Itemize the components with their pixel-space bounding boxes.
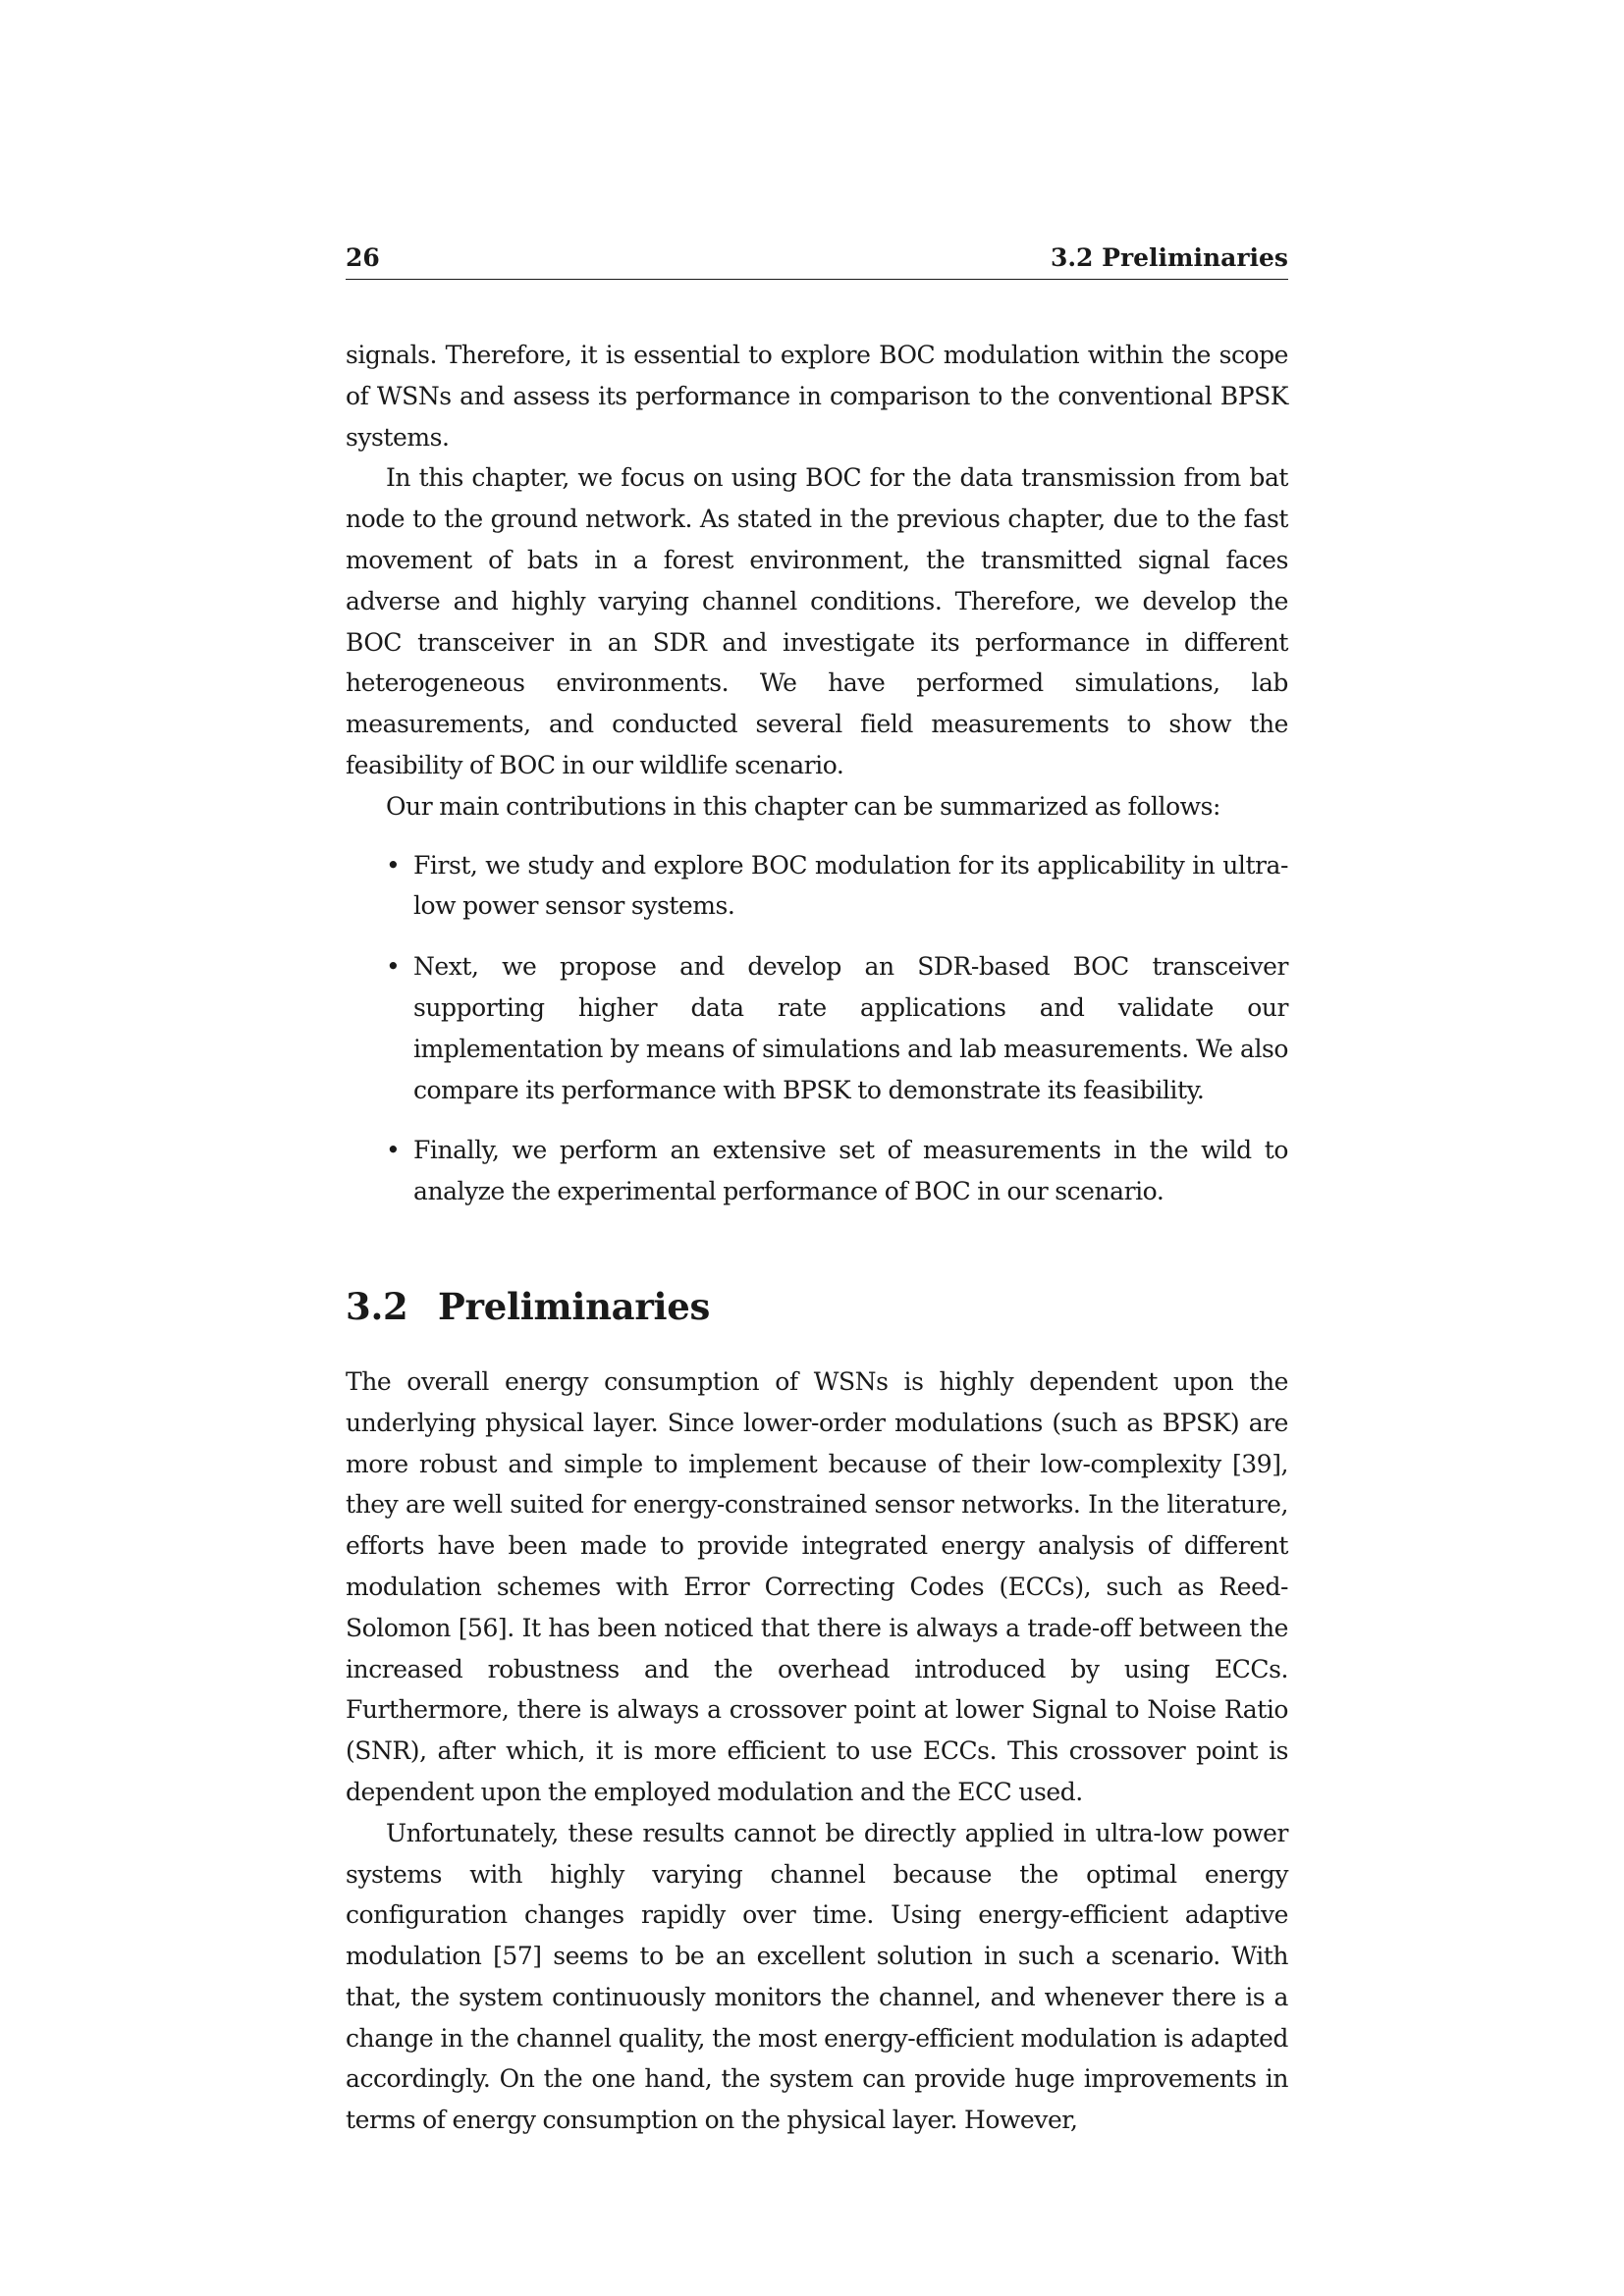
- bullet-icon: •: [386, 1136, 401, 1165]
- list-item: [386, 845, 1288, 928]
- page-number: 26: [346, 243, 380, 272]
- section-number: 3.2: [346, 1284, 408, 1328]
- list-item-text: First, we study and explore BOC modulation for its applicability in ultra-low power sensor systems.: [413, 850, 1288, 921]
- running-section-title: 3.2 Preliminaries: [1050, 243, 1288, 272]
- body-text: [346, 335, 1288, 2141]
- intro-paragraph-3: Our main contributions in this chapter can be summarized as follows:: [386, 791, 1220, 821]
- section-heading: [346, 1285, 1288, 1328]
- list-item: [386, 1130, 1288, 1212]
- section-paragraph-2: Unfortunately, these results cannot be directly applied in ultra-low power systems with highly varying channel because the optimal energy configuration changes rapidly over time. Using energy-efficient adaptive modulation [57] seems to be an excellent solution in such a scenario. With that, the system continuously monitors the channel, and whenever there is a change in the channel quality, the most energy-efficient modulation is adapted accordingly. On the one hand, the system can provide huge improvements in terms of energy consumption on the physical layer. However,: [346, 1818, 1288, 2135]
- intro-paragraph-1: signals. Therefore, it is essential to explore BOC modulation within the scope of WSNs and assess its performance in comparison to the conventional BPSK systems.: [346, 341, 1288, 452]
- list-item-text: Next, we propose and develop an SDR-based BOC transceiver supporting higher data rate applications and validate our implementation by means of simulations and lab measurements. We also compare its performance with BPSK to demonstrate its feasibility.: [413, 952, 1288, 1104]
- bullet-icon: •: [386, 952, 401, 982]
- contributions-list: [346, 845, 1288, 1212]
- bullet-icon: •: [386, 850, 401, 880]
- list-item-text: Finally, we perform an extensive set of measurements in the wild to analyze the experimental performance of BOC in our scenario.: [413, 1136, 1288, 1206]
- intro-paragraph-2: In this chapter, we focus on using BOC for the data transmission from bat node to the ground network. As stated in the previous chapter, due to the fast movement of bats in a forest environment, the transmitted signal faces adverse and highly varying channel conditions. Therefore, we develop the BOC transceiver in an SDR and investigate its performance in different heterogeneous environments. We have performed simulations, lab measurements, and conducted several field measurements to show the feasibility of BOC in our wildlife scenario.: [346, 463, 1288, 779]
- section-title: Preliminaries: [438, 1284, 711, 1328]
- running-header: [346, 243, 1288, 280]
- list-item: [386, 946, 1288, 1110]
- page: [346, 243, 1288, 2141]
- section-paragraph-1: The overall energy consumption of WSNs is highly dependent upon the underlying physical layer. Since lower-order modulations (such as BPSK) are more robust and simple to implement because of their low-complexity [39], they are well suited for energy-constrained sensor networks. In the literature, efforts have been made to provide integrated energy analysis of different modulation schemes with Error Correcting Codes (ECCs), such as Reed-Solomon [56]. It has been noticed that there is always a trade-off between the increased robustness and the overhead introduced by using ECCs. Furthermore, there is always a crossover point at lower Signal to Noise Ratio (SNR), after which, it is more efficient to use ECCs. This crossover point is dependent upon the employed modulation and the ECC used.: [346, 1366, 1288, 1806]
